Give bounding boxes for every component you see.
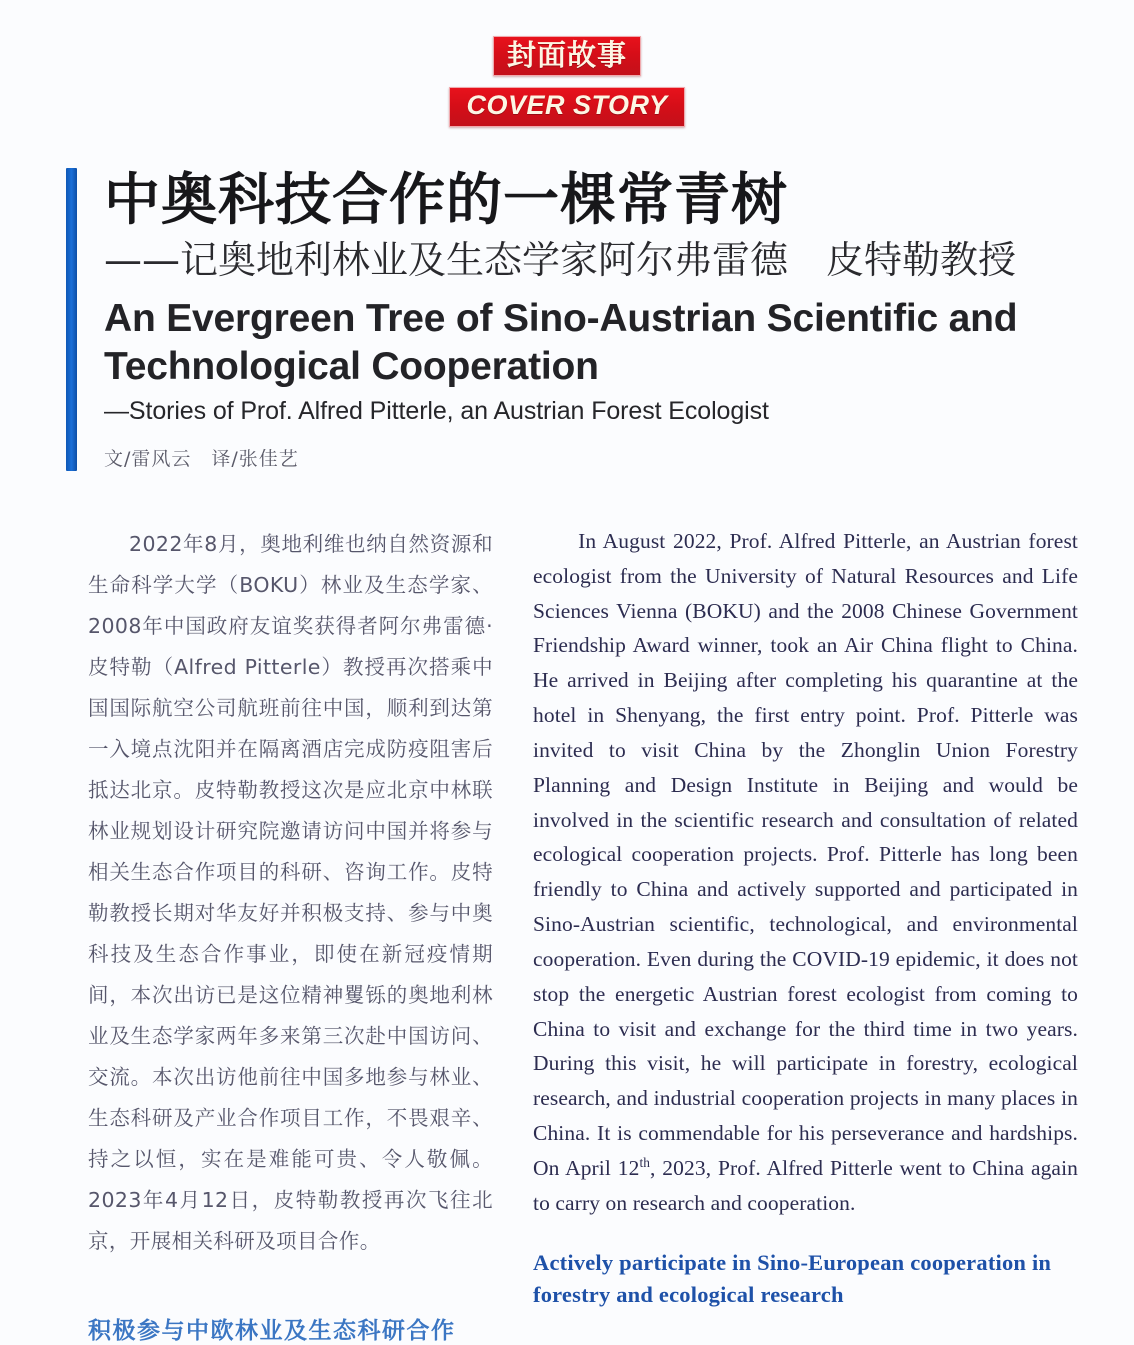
article-body-columns — [88, 524, 1078, 1345]
article-title-block — [66, 168, 1086, 471]
article-title-chinese: 中奥科技合作的一棵常青树 — [104, 168, 788, 233]
section-heading-chinese: 积极参与中欧林业及生态科研合作 — [88, 1318, 456, 1344]
section-heading-english: Actively participate in Sino-European cooperation in forestry and ecological research — [533, 1249, 1052, 1307]
column-english — [533, 524, 1078, 1345]
ordinal-superscript: th — [639, 1154, 651, 1170]
body-paragraph-english — [533, 524, 1078, 1221]
body-paragraph-english-part2: , 2023, Prof. Alfred Pitterle went to China again to carry on research and cooperation. — [533, 1155, 1078, 1215]
article-byline: 文/雷风云 译/张佳艺 — [104, 447, 299, 470]
cover-story-banner-english: COVER STORY — [449, 87, 684, 127]
article-subtitle-chinese: ——记奥地利林业及生态学家阿尔弗雷德 皮特勒教授 — [104, 237, 1017, 282]
cover-story-banner-group — [0, 36, 1134, 127]
cover-story-banner-chinese: 封面故事 — [493, 36, 641, 76]
column-chinese — [88, 524, 493, 1345]
title-text-group — [104, 168, 1086, 471]
body-paragraph-chinese: 2022年8月，奥地利维也纳自然资源和生命科学大学（BOKU）林业及生态学家、2008年中国政府友谊奖获得者阿尔弗雷德·皮特勒（Alfred Pitterle）教授再次搭乘中国国际航空公司航班前往中国，顺利到达第一入境点沈阳并在隔离酒店完成防疫阻害后抵达北京。皮特勒教授这次是应北京中林联林业规划设计研究院邀请访问中国并将参与相关生态合作项目的科研、咨询工作。皮特勒教授长期对华友好并积极支持、参与中奥科技及生态合作事业，即使在新冠疫情期间，本次出访已是这位精神矍铄的奥地利林业及生态学家两年多来第三次赴中国访问、交流。本次出访他前往中国多地参与林业、生态科研及产业合作项目工作，不畏艰辛、持之以恒，实在是难能可贵、令人敬佩。2023年4月12日，皮特勒教授再次飞往北京，开展相关科研及项目合作。 — [88, 532, 493, 1253]
article-title-english: An Evergreen Tree of Sino-Austrian Scientific and Technological Cooperation — [104, 297, 1018, 388]
body-paragraph-english-part1: In August 2022, Prof. Alfred Pitterle, an Austrian forest ecologist from the University of Natural Resources and Life Sciences Vienna (BOKU) and the 2008 Chinese Government Friendship Award winner, took an Air China flight to China. He arrived in Beijing after completing his quarantine at the hotel in Shenyang, the first entry point. Prof. Pitterle was invited to visit China by the Zhonglin Union Forestry Planning and Design Institute in Beijing and would be involved in the scientific research and consultation of related ecological cooperation projects. Prof. Pitterle has long been friendly to China and actively supported and participated in Sino-Austrian scientific, technological, and environmental cooperation. Even during the COVID-19 epidemic, it does not stop the energetic Austrian forest ecologist from coming to China to visit and exchange for the third time in two years. During this visit, he will participate in forestry, ecological research, and industrial cooperation projects in many places in China. It is commendable for his perseverance and hardships. On April 12 — [533, 529, 1078, 1180]
blue-accent-bar — [66, 168, 77, 471]
article-subtitle-english: —Stories of Prof. Alfred Pitterle, an Austrian Forest Ecologist — [104, 397, 769, 426]
